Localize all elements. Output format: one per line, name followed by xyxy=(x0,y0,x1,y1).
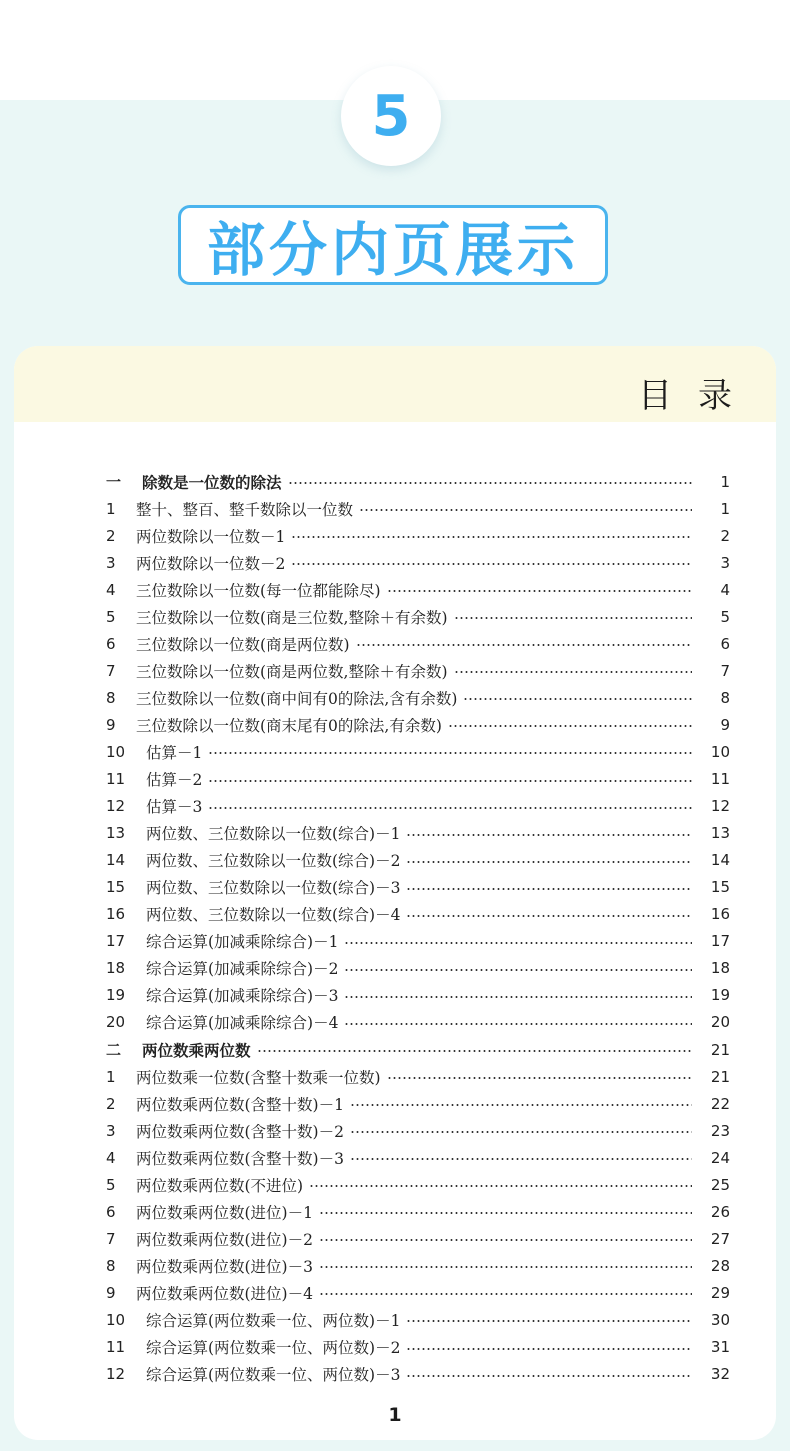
toc-item-title: 两位数乘两位数(不进位) xyxy=(136,1176,304,1195)
toc-item-number: 11 xyxy=(106,770,126,789)
toc-row xyxy=(106,1009,730,1036)
dot-leader xyxy=(344,996,692,998)
toc-item-title: 三位数除以一位数(商是两位数) xyxy=(136,635,350,654)
toc-item-page: 21 xyxy=(710,1040,730,1059)
toc-item-title: 两位数除以一位数－2 xyxy=(136,554,286,573)
toc-row xyxy=(106,766,730,793)
toc-item-title: 两位数乘两位数(进位)－2 xyxy=(136,1230,313,1249)
dot-leader xyxy=(319,1266,692,1268)
toc-item-page: 1 xyxy=(720,499,730,518)
dot-leader xyxy=(406,1375,692,1377)
toc-item-title: 综合运算(两位数乘一位、两位数)－1 xyxy=(146,1311,401,1330)
toc-item-number: 4 xyxy=(106,1148,116,1167)
toc-item-number: 9 xyxy=(106,715,116,734)
toc-row xyxy=(106,657,730,684)
toc-item-page: 2 xyxy=(720,526,730,545)
dot-leader xyxy=(350,1131,692,1133)
toc-item-number: 6 xyxy=(106,1202,116,1221)
toc-item-number: 16 xyxy=(106,905,126,924)
toc-item-number: 2 xyxy=(106,526,116,545)
toc-item-number: 19 xyxy=(106,986,126,1005)
toc-item-page: 6 xyxy=(720,634,730,653)
toc-item-page: 17 xyxy=(710,932,730,951)
toc-item-title: 两位数、三位数除以一位数(综合)－2 xyxy=(146,852,401,871)
dot-leader xyxy=(344,942,692,944)
toc-row xyxy=(106,549,730,576)
toc-item-title: 三位数除以一位数(每一位都能除尽) xyxy=(136,581,381,600)
toc-item-number: 8 xyxy=(106,688,116,707)
toc-section-row xyxy=(106,468,730,495)
toc-item-number: 1 xyxy=(106,1067,116,1086)
toc-item-page: 19 xyxy=(710,986,730,1005)
toc-item-page: 27 xyxy=(710,1229,730,1248)
toc-row xyxy=(106,522,730,549)
dot-leader xyxy=(291,563,692,565)
toc-row xyxy=(106,684,730,711)
toc-item-title: 两位数乘两位数(进位)－4 xyxy=(136,1284,313,1303)
table-of-contents xyxy=(106,468,730,1388)
toc-item-title: 整十、整百、整千数除以一位数 xyxy=(136,500,354,519)
toc-item-number: 5 xyxy=(106,1175,116,1194)
toc-item-page: 7 xyxy=(720,661,730,680)
toc-row xyxy=(106,1361,730,1388)
toc-row xyxy=(106,738,730,765)
toc-row xyxy=(106,1063,730,1090)
toc-row xyxy=(106,495,730,522)
dot-leader xyxy=(454,671,692,673)
toc-row xyxy=(106,1252,730,1279)
toc-item-number: 2 xyxy=(106,1094,116,1113)
toc-item-title: 三位数除以一位数(商是两位数,整除＋有余数) xyxy=(136,662,448,681)
toc-item-number: 14 xyxy=(106,851,126,870)
toc-row xyxy=(106,576,730,603)
toc-item-page: 13 xyxy=(710,824,730,843)
toc-item-page: 5 xyxy=(720,607,730,626)
toc-item-number: 一 xyxy=(106,473,122,492)
toc-item-number: 18 xyxy=(106,959,126,978)
toc-row xyxy=(106,630,730,657)
toc-item-number: 4 xyxy=(106,580,116,599)
dot-leader xyxy=(448,725,692,727)
toc-item-page: 10 xyxy=(710,742,730,761)
toc-item-title: 综合运算(加减乘除综合)－3 xyxy=(146,987,339,1006)
toc-item-page: 14 xyxy=(710,851,730,870)
toc-item-number: 5 xyxy=(106,607,116,626)
toc-item-page: 12 xyxy=(710,797,730,816)
toc-item-title: 估算－1 xyxy=(146,743,203,762)
dot-leader xyxy=(319,1212,692,1214)
toc-item-title: 两位数乘两位数(进位)－1 xyxy=(136,1203,313,1222)
toc-row xyxy=(106,1198,730,1225)
dot-leader xyxy=(463,698,692,700)
toc-item-number: 二 xyxy=(106,1041,122,1059)
toc-row xyxy=(106,820,730,847)
toc-row xyxy=(106,874,730,901)
dot-leader xyxy=(406,1348,692,1350)
dot-leader xyxy=(291,536,692,538)
toc-item-page: 4 xyxy=(720,580,730,599)
toc-item-title: 除数是一位数的除法 xyxy=(142,473,282,492)
toc-item-number: 3 xyxy=(106,1121,116,1140)
toc-item-page: 24 xyxy=(710,1148,730,1167)
dot-leader xyxy=(356,644,692,646)
page-header xyxy=(14,346,776,422)
toc-item-title: 三位数除以一位数(商末尾有0的除法,有余数) xyxy=(136,716,442,735)
toc-item-number: 3 xyxy=(106,553,116,572)
toc-item-number: 7 xyxy=(106,1229,116,1248)
toc-item-number: 17 xyxy=(106,932,126,951)
dot-leader xyxy=(208,780,692,782)
toc-item-number: 10 xyxy=(106,742,126,761)
dot-leader xyxy=(344,969,692,971)
toc-item-number: 12 xyxy=(106,797,126,816)
toc-item-number: 8 xyxy=(106,1256,116,1275)
section-title: 部分内页展示 xyxy=(178,205,608,285)
toc-item-page: 23 xyxy=(710,1121,730,1140)
dot-leader xyxy=(257,1050,692,1052)
toc-row xyxy=(106,928,730,955)
toc-item-number: 7 xyxy=(106,661,116,680)
toc-item-page: 1 xyxy=(720,472,730,491)
toc-item-number: 1 xyxy=(106,499,116,518)
toc-row xyxy=(106,1279,730,1306)
toc-item-title: 两位数乘两位数(含整十数)－2 xyxy=(136,1122,344,1141)
toc-item-number: 10 xyxy=(106,1310,126,1329)
toc-row xyxy=(106,1090,730,1117)
toc-item-page: 31 xyxy=(710,1338,730,1357)
toc-item-page: 15 xyxy=(710,878,730,897)
toc-row xyxy=(106,1334,730,1361)
toc-item-title: 两位数、三位数除以一位数(综合)－4 xyxy=(146,906,401,925)
dot-leader xyxy=(350,1158,692,1160)
page-heading: 目录 xyxy=(638,376,758,416)
toc-item-title: 三位数除以一位数(商是三位数,整除＋有余数) xyxy=(136,608,448,627)
toc-item-page: 29 xyxy=(710,1283,730,1302)
dot-leader xyxy=(406,1320,692,1322)
toc-item-title: 两位数乘两位数(含整十数)－3 xyxy=(136,1149,344,1168)
toc-item-number: 9 xyxy=(106,1283,116,1302)
toc-item-title: 综合运算(两位数乘一位、两位数)－2 xyxy=(146,1339,401,1358)
toc-item-title: 两位数乘一位数(含整十数乘一位数) xyxy=(136,1068,381,1087)
toc-item-title: 三位数除以一位数(商中间有0的除法,含有余数) xyxy=(136,689,458,708)
toc-row xyxy=(106,1144,730,1171)
toc-item-page: 8 xyxy=(720,688,730,707)
toc-item-title: 两位数、三位数除以一位数(综合)－1 xyxy=(146,825,401,844)
toc-item-page: 30 xyxy=(710,1310,730,1329)
toc-item-page: 3 xyxy=(720,553,730,572)
dot-leader xyxy=(350,1104,692,1106)
dot-leader xyxy=(208,752,692,754)
toc-item-page: 28 xyxy=(710,1256,730,1275)
toc-row xyxy=(106,711,730,738)
toc-item-number: 13 xyxy=(106,824,126,843)
dot-leader xyxy=(454,617,692,619)
toc-item-page: 16 xyxy=(710,905,730,924)
toc-item-title: 综合运算(加减乘除综合)－1 xyxy=(146,933,339,952)
toc-item-page: 9 xyxy=(720,715,730,734)
page-number: 1 xyxy=(388,1404,402,1426)
dot-leader xyxy=(319,1293,692,1295)
toc-row xyxy=(106,793,730,820)
dot-leader xyxy=(406,915,692,917)
dot-leader xyxy=(359,509,692,511)
toc-item-page: 32 xyxy=(710,1365,730,1384)
toc-row xyxy=(106,982,730,1009)
toc-row xyxy=(106,603,730,630)
dot-leader xyxy=(208,807,692,809)
toc-row xyxy=(106,1306,730,1333)
toc-item-title: 估算－2 xyxy=(146,771,203,790)
section-number-badge: 5 xyxy=(341,66,441,166)
toc-item-page: 18 xyxy=(710,959,730,978)
toc-row xyxy=(106,901,730,928)
toc-item-title: 两位数乘两位数(含整十数)－1 xyxy=(136,1095,344,1114)
toc-item-title: 综合运算(两位数乘一位、两位数)－3 xyxy=(146,1366,401,1385)
toc-item-title: 两位数乘两位数(进位)－3 xyxy=(136,1257,313,1276)
toc-item-page: 26 xyxy=(710,1202,730,1221)
dot-leader xyxy=(344,1023,692,1025)
toc-row xyxy=(106,1117,730,1144)
toc-row xyxy=(106,847,730,874)
toc-row xyxy=(106,1225,730,1252)
toc-item-number: 11 xyxy=(106,1338,126,1357)
dot-leader xyxy=(288,482,692,484)
toc-item-page: 21 xyxy=(710,1067,730,1086)
toc-item-title: 综合运算(加减乘除综合)－2 xyxy=(146,960,339,979)
toc-item-page: 22 xyxy=(710,1094,730,1113)
toc-section-row xyxy=(106,1036,730,1063)
dot-leader xyxy=(319,1239,692,1241)
dot-leader xyxy=(406,888,692,890)
dot-leader xyxy=(387,1077,692,1079)
toc-item-title: 估算－3 xyxy=(146,798,203,817)
toc-item-page: 11 xyxy=(710,770,730,789)
toc-item-title: 综合运算(加减乘除综合)－4 xyxy=(146,1014,339,1033)
toc-item-page: 25 xyxy=(710,1175,730,1194)
toc-item-number: 6 xyxy=(106,634,116,653)
book-page-preview xyxy=(14,346,776,1440)
toc-item-title: 两位数乘两位数 xyxy=(142,1041,251,1060)
dot-leader xyxy=(309,1185,692,1187)
toc-item-number: 20 xyxy=(106,1013,126,1032)
toc-item-title: 两位数除以一位数－1 xyxy=(136,527,286,546)
toc-item-number: 12 xyxy=(106,1365,126,1384)
toc-row xyxy=(106,955,730,982)
dot-leader xyxy=(406,834,692,836)
toc-item-page: 20 xyxy=(710,1013,730,1032)
toc-row xyxy=(106,1171,730,1198)
dot-leader xyxy=(406,861,692,863)
toc-item-title: 两位数、三位数除以一位数(综合)－3 xyxy=(146,879,401,898)
dot-leader xyxy=(387,590,692,592)
toc-item-number: 15 xyxy=(106,878,126,897)
